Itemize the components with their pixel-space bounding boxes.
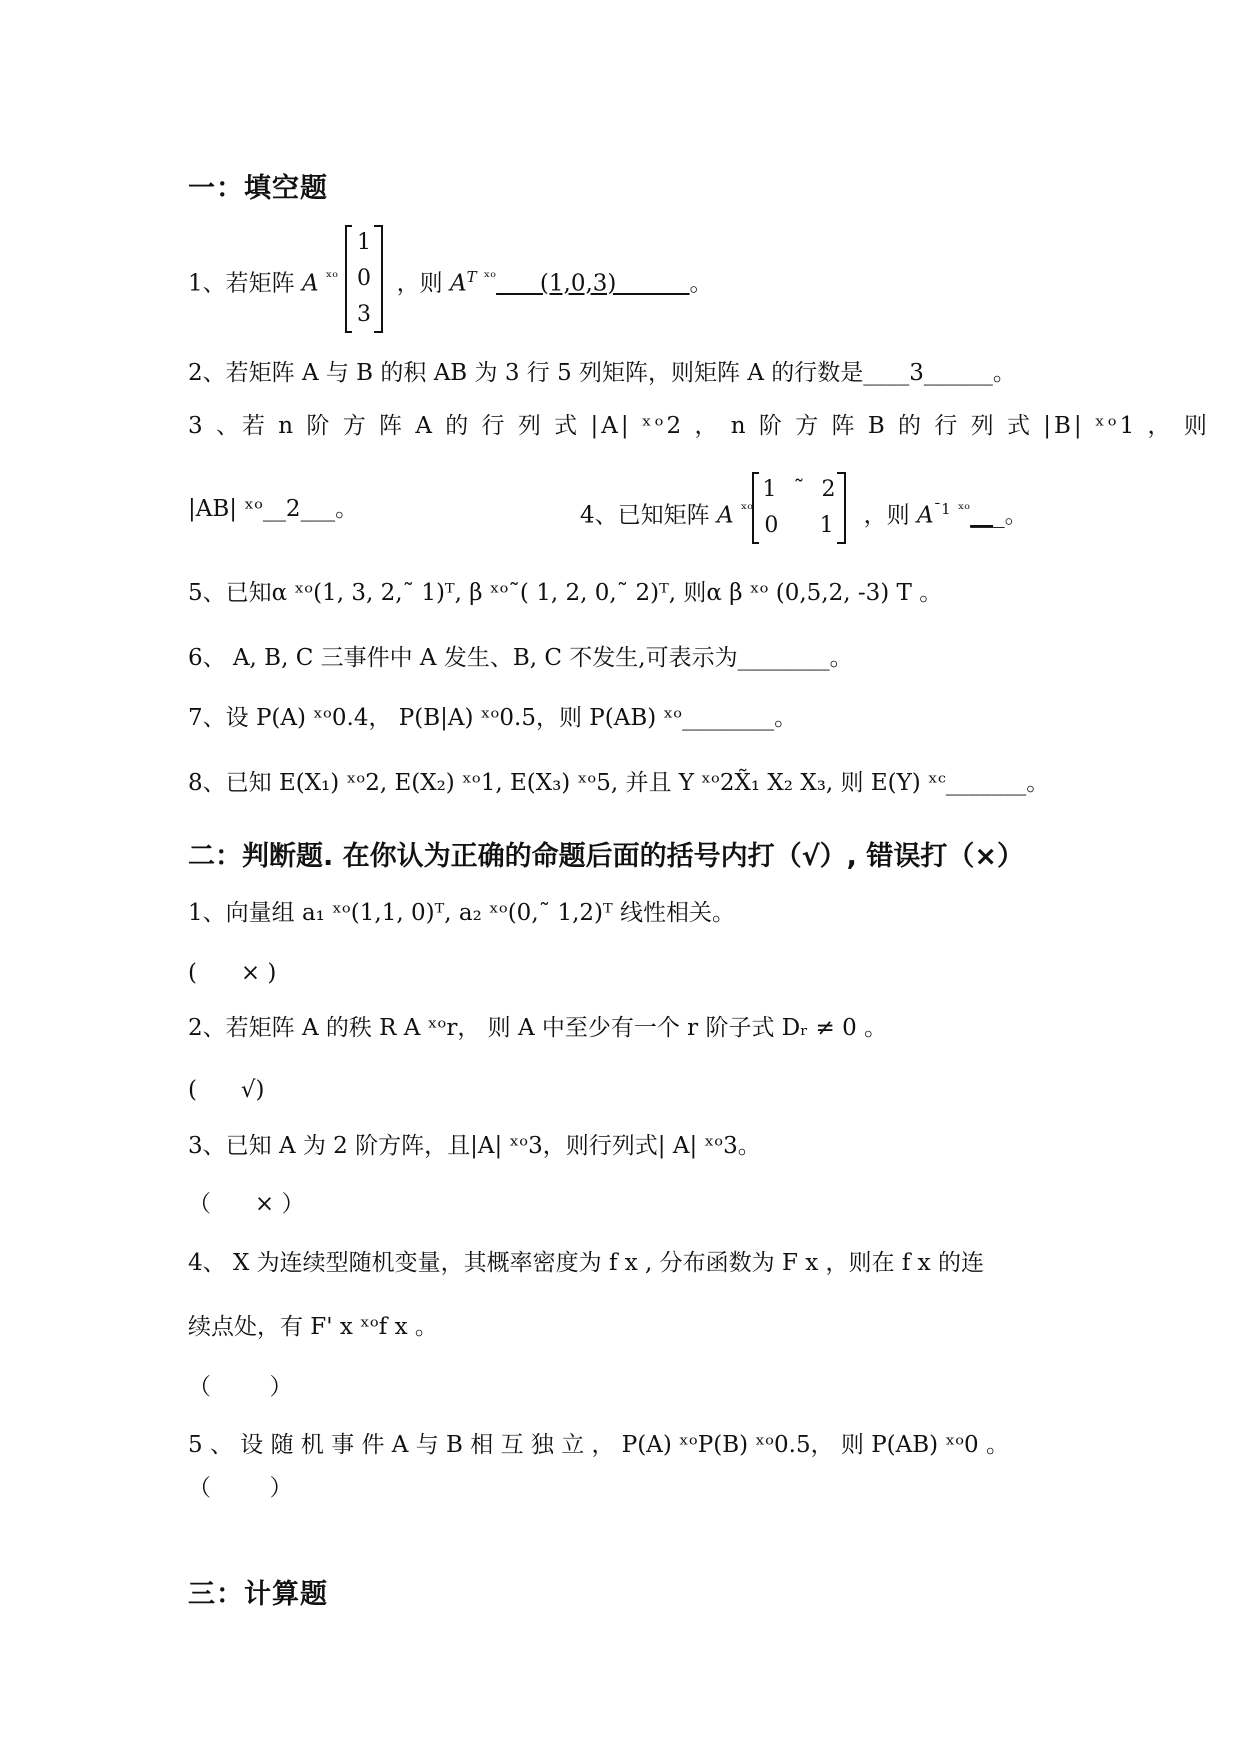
q4-var: A (716, 502, 734, 529)
q1-at-sup: T (466, 268, 477, 286)
s2-q2-answer: ( √) (188, 1077, 265, 1103)
q1-matrix-cell: 1 (357, 230, 371, 255)
s2-q3-line: 3、已知 A 为 2 阶方阵，且|A| ˣᵒ3，则行列式| A| ˣᵒ3。 (188, 1133, 761, 1159)
q4-tail: _。 (993, 502, 1028, 529)
s2-q5-answer: （ ） (188, 1475, 293, 1501)
q3-line-a: 3 、若 n 阶 方 阵 A 的 行 列 式 |A| ˣᵒ2 ， n 阶 方 阵 B 的 行 列 式 |B| ˣᵒ1 ， 则 (188, 413, 1210, 439)
q1-mid: ，则 (396, 270, 443, 297)
q2-line: 2、若矩阵 A 与 B 的积 AB 为 3 行 5 列矩阵，则矩阵 A 的行数是____3______。 (188, 360, 1016, 386)
q1-eq: ˣᵒ (325, 268, 339, 286)
section2-title: 二：判断题. 在你认为正确的命题后面的括号内打（√）, 错误打（×） (188, 841, 1024, 872)
q4-matrix-cell: 1 (819, 513, 834, 538)
q1-eq2: ˣᵒ (483, 268, 497, 286)
q4-matrix-cell: ˜ (793, 477, 805, 502)
q5-line: 5、已知α ˣᵒ(1, 3, 2,˜ 1)ᵀ, β ˣᵒ˜( 1, 2, 0,˜ 2)ᵀ, 则α β ˣᵒ (0,5,2, -3) T 。 (188, 580, 943, 606)
s2-q1-answer: ( × ) (188, 960, 277, 986)
q8-line: 8、已知 E(X₁) ˣᵒ2, E(X₂) ˣᵒ1, E(X₃) ˣᵒ5, 并且 Y ˣᵒ2X̃₁ X₂ X₃, 则 E(Y) ˣᶜ_______。 (188, 770, 1050, 796)
q3-line-b: |AB| ˣᵒ__2___。 (188, 496, 359, 522)
q4-eq2: ˣᵒ (957, 500, 971, 518)
q1-prefix: 1、若矩阵 (188, 270, 295, 297)
q4-matrix-row (754, 508, 844, 544)
q4-eq: ˣᵒ (740, 500, 754, 518)
s2-q2-line: 2、若矩阵 A 的秩 R A ˣᵒr， 则 A 中至少有一个 r 阶子式 Dᵣ ≠ 0 。 (188, 1015, 888, 1041)
q4-matrix (752, 472, 846, 544)
q1-matrix (345, 225, 383, 333)
s2-q1-line: 1、向量组 a₁ ˣᵒ(1,1, 0)ᵀ, a₂ ˣᵒ(0,˜ 1,2)ᵀ 线性相关。 (188, 900, 735, 926)
s2-q5-line: 5 、 设 随 机 事 件 A 与 B 相 互 独 立 ， P(A) ˣᵒP(B) ˣᵒ0.5， 则 P(AB) ˣᵒ0 。 (188, 1432, 1010, 1458)
q1-var: A (301, 270, 319, 297)
section1-title: 一：填空题 (188, 173, 328, 204)
s2-q4-line-b: 续点处，有 F' x ˣᵒf x 。 (188, 1314, 438, 1340)
section3-title: 三：计算题 (188, 1579, 328, 1610)
s2-q4-line-a: 4、 X 为连续型随机变量，其概率密度为 f x , 分布函数为 F x ，则在 f x 的连 (188, 1250, 984, 1276)
q4-matrix-cell: 1 (762, 477, 777, 502)
q4-mid: ，则 (863, 502, 910, 529)
q1-matrix-cell: 3 (357, 302, 371, 327)
q6-line: 6、 A, B, C 三事件中 A 发生、B, C 不发生,可表示为________。 (188, 645, 853, 671)
q4-answer: __ (970, 502, 994, 529)
q4-inv-sup: ˉ1 (933, 500, 951, 518)
q7-line: 7、设 P(A) ˣᵒ0.4， P(B|A) ˣᵒ0.5，则 P(AB) ˣᵒ________。 (188, 705, 798, 731)
q4-inv: A (916, 502, 934, 529)
q4-prefix: 4、已知矩阵 (580, 502, 710, 529)
q4-matrix-cell: 0 (764, 513, 779, 538)
q1-matrix-cell: 0 (357, 266, 371, 291)
s2-q3-answer: （ × ） (188, 1191, 305, 1217)
s2-q4-answer: （ ） (188, 1374, 293, 1400)
q1-answer: (1,0,3) (496, 270, 690, 297)
q1-at: A (449, 270, 467, 297)
q4-matrix-cell: 2 (821, 477, 836, 502)
q4-matrix-row (754, 472, 844, 508)
q1-line (188, 262, 713, 299)
q1-suffix: 。 (689, 270, 713, 297)
